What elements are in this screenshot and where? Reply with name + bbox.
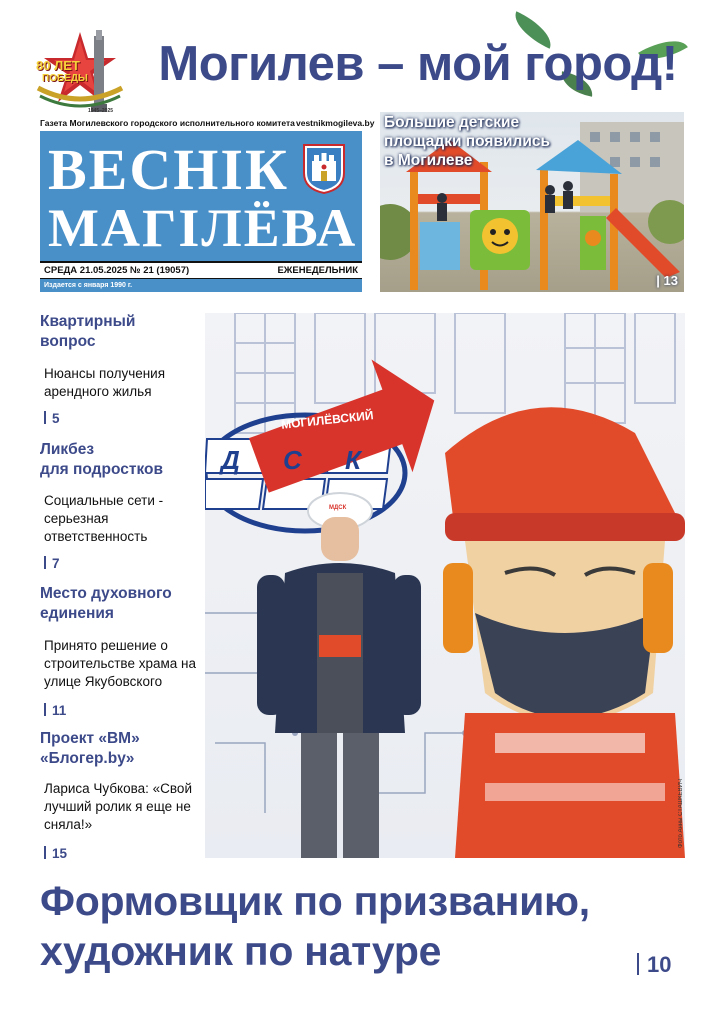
photo-credit: Фото Анны СТАШКЕВИЧ xyxy=(678,779,684,848)
teaser-1-title[interactable] xyxy=(40,312,200,352)
page-number: 10 xyxy=(647,952,672,977)
page-number: 11 xyxy=(52,703,67,718)
since-line: Издается с января 1990 г. xyxy=(40,279,362,292)
page-number: 7 xyxy=(52,556,60,571)
mural-illustration xyxy=(205,313,685,858)
coat-of-arms-icon xyxy=(302,143,346,195)
teaser-3-text: Принято решение о строительстве храма на улице Якубовского xyxy=(44,638,196,690)
teaser-title-line: вопрос xyxy=(40,332,96,350)
teaser-4-title[interactable] xyxy=(40,729,200,769)
headline-line: Формовщик по призванию, xyxy=(40,878,590,924)
issue-bar xyxy=(40,261,362,279)
helmet-logo: МДСК xyxy=(329,505,347,511)
main-story-page xyxy=(637,952,671,978)
masthead-logo xyxy=(40,131,362,261)
teaser-title-line: Ликбез xyxy=(40,441,95,458)
teaser-2-text: Социальные сети - серьезная ответственность xyxy=(44,493,164,545)
playground-headline[interactable] xyxy=(384,114,550,171)
frequency-label: ЕЖЕНЕДЕЛЬНИК xyxy=(277,265,358,276)
site-link[interactable]: vestnikmogileva.by xyxy=(296,118,375,128)
anniversary-badge xyxy=(30,30,130,120)
masthead-word-2: МАГІЛЁВА xyxy=(48,198,358,258)
teaser-3-page xyxy=(44,703,66,718)
teaser-2-page xyxy=(44,556,60,571)
page-number: 13 xyxy=(663,273,678,288)
badge-line2: ПОБЕДЫ xyxy=(42,73,88,84)
badge-years: 1945–2025 xyxy=(88,108,114,114)
playground-photo[interactable] xyxy=(380,112,684,292)
teaser-2-title[interactable] xyxy=(40,440,200,480)
mural-letter: Д xyxy=(221,445,240,475)
teaser-title-line: Квартирный xyxy=(40,313,136,330)
teaser-title-line: Место духовного xyxy=(40,585,172,602)
teaser-title-line: единения xyxy=(40,604,114,622)
headline-line: Большие детские xyxy=(384,114,520,131)
teaser-4-page xyxy=(44,846,67,861)
page-number: 15 xyxy=(52,846,68,861)
teaser-title-line: для подростков xyxy=(40,460,163,478)
headline-line: художник по натуре xyxy=(40,928,442,975)
masthead-word-1: ВЕСНІК xyxy=(48,137,289,202)
main-headline[interactable] xyxy=(40,876,680,976)
publisher-line: Газета Могилевского городского исполнительного комитета xyxy=(40,118,295,128)
main-photo[interactable] xyxy=(205,313,685,858)
headline-line: в Могилеве xyxy=(384,151,473,169)
teaser-1-page xyxy=(44,411,60,426)
teaser-4-text: Лариса Чубкова: «Свой лучший ролик я еще не сняла!» xyxy=(44,781,192,833)
teaser-title-line: Проект «ВМ» xyxy=(40,730,140,747)
badge-line1: 80 ЛЕТ xyxy=(36,58,80,73)
teaser-1-text: Нюансы получения арендного жилья xyxy=(44,366,166,400)
mural-sign: МОГИЛЁВСКИЙ xyxy=(280,408,375,432)
page-title: Могилев – мой город! xyxy=(158,37,678,91)
teaser-3-title[interactable] xyxy=(40,584,200,624)
page-ref: | 13 xyxy=(656,273,678,288)
page-number: 5 xyxy=(52,411,60,426)
headline-line: площадки появились xyxy=(384,132,551,150)
issue-info: СРЕДА 21.05.2025 № 21 (19057) xyxy=(44,265,190,276)
teaser-title-line: «Блогер.by» xyxy=(40,749,135,767)
mural-letter: К xyxy=(345,445,361,475)
mural-letter: С xyxy=(283,445,302,475)
